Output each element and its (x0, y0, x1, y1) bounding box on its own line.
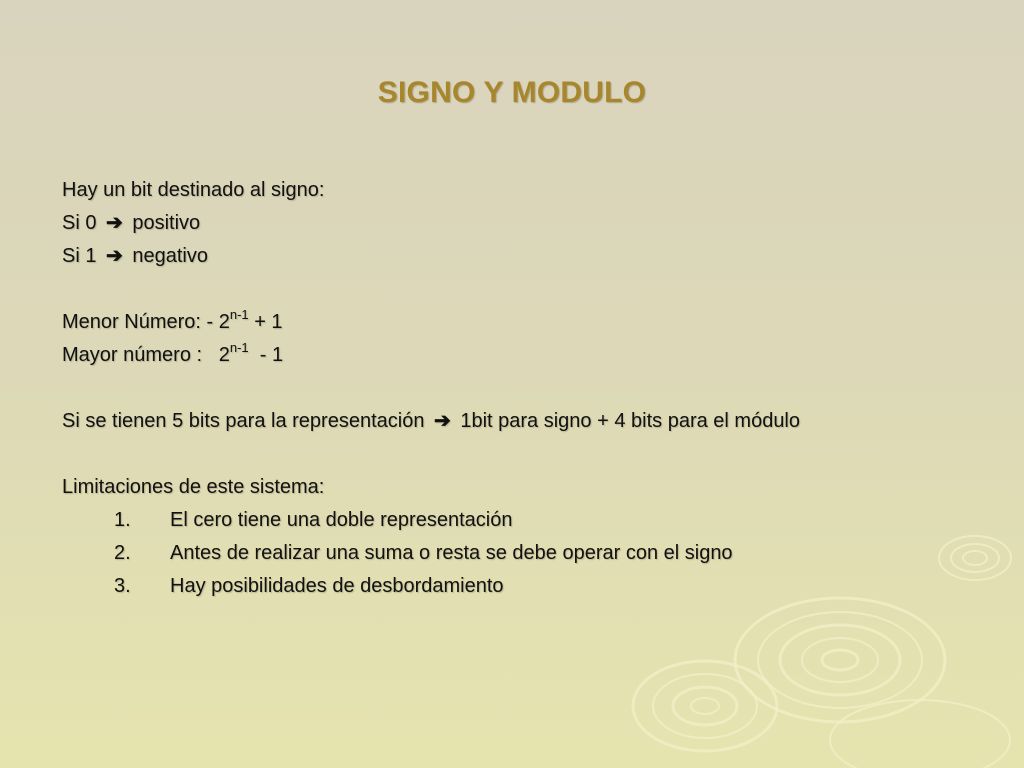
sign-rule-text: positivo (132, 212, 201, 234)
sign-rule-negative (62, 240, 982, 273)
slide-body (62, 174, 982, 603)
max-number-exponent: n-1 (229, 340, 249, 356)
right-arrow-icon: ➔ (106, 245, 123, 267)
max-number-label: Mayor número : 2 (62, 344, 230, 366)
sign-rule-positive (62, 207, 982, 240)
intro-text: Hay un bit destinado al signo: (62, 179, 325, 201)
limitation-item (62, 570, 982, 603)
example-prefix: Si se tienen 5 bits para la representación (62, 410, 425, 432)
sign-rule-prefix: Si 1 (62, 245, 97, 267)
sign-rule-prefix: Si 0 (62, 212, 97, 234)
limitations-heading: Limitaciones de este sistema: (62, 476, 325, 498)
example-text (62, 405, 982, 438)
limitation-text: Antes de realizar una suma o resta se debe operar con el signo (170, 542, 733, 564)
limitation-item (62, 537, 982, 570)
min-number-suffix: + 1 (248, 311, 283, 333)
right-arrow-icon: ➔ (434, 410, 451, 432)
limitation-text: Hay posibilidades de desbordamiento (170, 575, 504, 597)
example-result: 1bit para signo + 4 bits para el módulo (460, 410, 801, 432)
limitation-text: El cero tiene una doble representación (170, 509, 513, 531)
limitation-number: 2. (114, 542, 131, 564)
limitation-item (62, 504, 982, 537)
limitation-number: 1. (114, 509, 131, 531)
min-number-formula (62, 306, 982, 339)
max-number-suffix: - 1 (248, 344, 284, 366)
right-arrow-icon: ➔ (106, 212, 123, 234)
min-number-exponent: n-1 (229, 307, 249, 323)
min-number-label: Menor Número: - 2 (62, 311, 230, 333)
sign-rule-text: negativo (132, 245, 208, 267)
max-number-formula (62, 339, 982, 372)
limitation-number: 3. (114, 575, 131, 597)
slide-title: SIGNO Y MODULO (377, 76, 647, 109)
